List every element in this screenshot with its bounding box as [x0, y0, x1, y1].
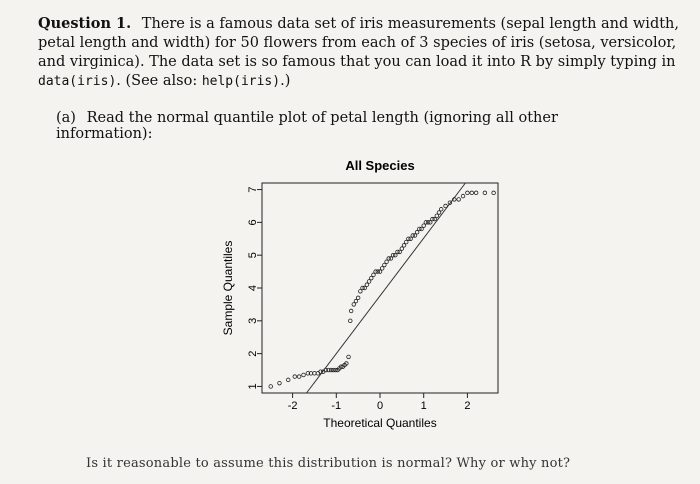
y-tick-label: 1 [247, 383, 259, 390]
y-tick-label: 3 [247, 317, 259, 324]
data-point [297, 375, 301, 379]
x-axis-label: Theoretical Quantiles [323, 416, 437, 430]
data-point [302, 373, 306, 377]
data-point [383, 263, 387, 267]
x-tick-label: 1 [420, 400, 427, 412]
data-points [269, 191, 495, 388]
data-point [369, 276, 373, 280]
x-tick-label: -2 [287, 400, 298, 412]
data-point [483, 191, 487, 195]
data-point [444, 204, 448, 208]
data-point [402, 244, 406, 248]
data-point [356, 296, 360, 300]
plot-frame [262, 183, 498, 393]
footer-question: Is it reasonable to assume this distribution is normal? Why or why not? [86, 456, 571, 471]
data-point [466, 191, 470, 195]
data-point [269, 385, 273, 389]
data-point [461, 194, 465, 198]
question-number: Question 1. [38, 15, 132, 32]
part-a-label: (a) [56, 110, 76, 126]
data-point [359, 289, 363, 293]
data-point [313, 372, 317, 376]
data-point [474, 191, 478, 195]
data-point [349, 309, 353, 313]
data-point [437, 211, 441, 215]
data-point [404, 240, 408, 244]
x-tick-label: -1 [331, 400, 342, 412]
x-ticks [288, 393, 471, 412]
data-point [367, 280, 371, 284]
data-point [439, 207, 443, 211]
x-tick-label: 2 [464, 400, 471, 412]
data-point [352, 303, 356, 307]
reference-line [306, 183, 465, 393]
y-ticks [247, 187, 262, 390]
y-axis-label: Sample Quantiles [221, 240, 235, 336]
data-point [354, 299, 358, 303]
data-point [348, 319, 352, 323]
question-end: .) [280, 73, 291, 89]
y-tick-label: 4 [247, 284, 259, 292]
question-body: There is a famous data set of iris measurements (sepal length and width, petal length and width) for 50 flowers from each of 3 species of iris (setosa, versicolor, and virginica). The data set is so famous that you can load it into R by simply typing in [38, 16, 680, 70]
y-tick-label: 7 [247, 186, 259, 193]
code-load: data(iris) [38, 74, 117, 89]
data-point [365, 283, 369, 287]
data-point [422, 224, 426, 228]
data-point [435, 214, 439, 218]
x-tick-label: 0 [376, 400, 384, 412]
data-point [278, 381, 282, 385]
y-tick-label: 2 [247, 350, 259, 357]
data-point [470, 191, 474, 195]
code-help: help(iris) [201, 74, 281, 89]
data-point [457, 198, 461, 202]
data-point [286, 378, 290, 382]
chart-title: All Species [345, 158, 415, 173]
y-tick-label: 6 [247, 219, 259, 226]
data-point [415, 230, 419, 234]
y-tick-label: 5 [247, 252, 259, 259]
data-point [372, 273, 376, 277]
data-point [293, 375, 297, 379]
data-point [492, 191, 496, 195]
data-point [380, 267, 384, 271]
question-see: . (See also: [116, 73, 198, 89]
data-point [347, 355, 351, 359]
data-point [385, 260, 389, 264]
part-a-text: Read the normal quantile plot of petal length (ignoring all other information): [56, 110, 558, 142]
data-point [400, 247, 404, 251]
